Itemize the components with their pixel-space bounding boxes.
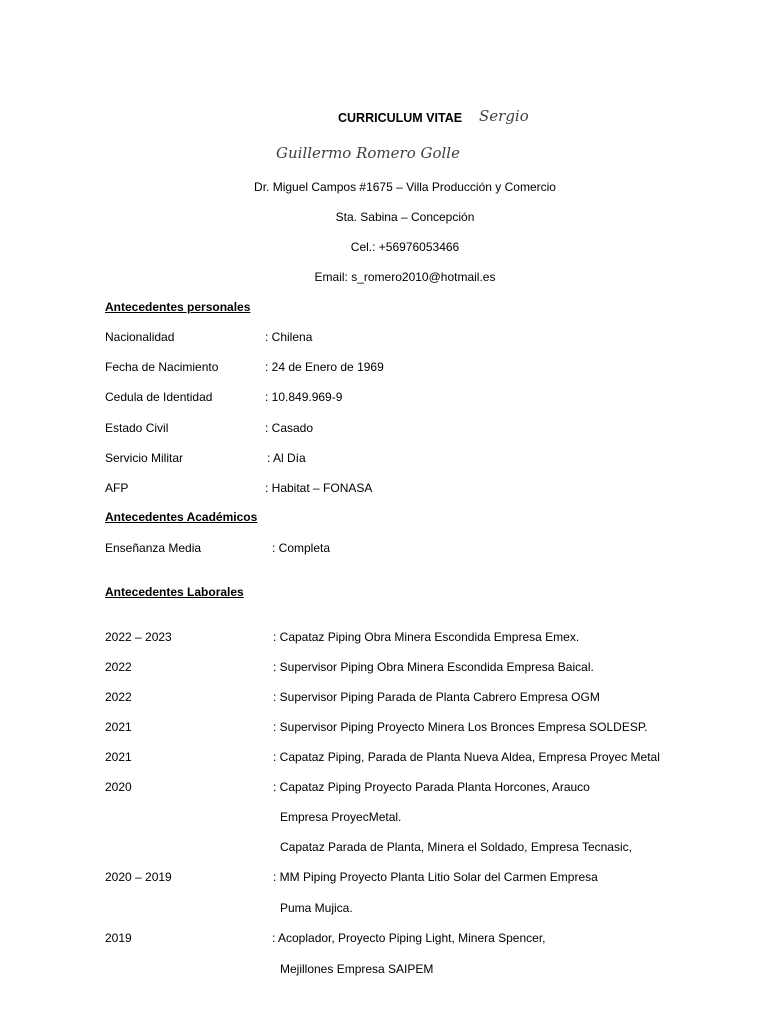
field-label: Servicio Militar: [105, 451, 184, 465]
email-line: Email: s_romero2010@hotmail.es: [314, 270, 496, 284]
field-value: : Casado: [265, 421, 314, 435]
job-description: : Supervisor Piping Obra Minera Escondida Empresa Baical.: [273, 660, 594, 674]
job-year: 2022: [105, 660, 132, 674]
field-value: : Completa: [272, 541, 331, 555]
section-heading: Antecedentes personales: [105, 300, 251, 314]
job-year: 2020 – 2019: [105, 870, 172, 884]
field-value: : Habitat – FONASA: [265, 481, 373, 495]
field-value: : 10.849.969-9: [265, 390, 343, 404]
name-rest: Guillermo Romero Golle: [276, 144, 460, 162]
field-label: Enseñanza Media: [105, 541, 202, 555]
cv-title: CURRICULUM VITAE: [338, 111, 463, 125]
field-label: Nacionalidad: [105, 330, 175, 344]
address-line: Dr. Miguel Campos #1675 – Villa Producción y Comercio: [254, 180, 556, 194]
job-year: 2021: [105, 720, 132, 734]
field-value: : Al Día: [267, 451, 306, 465]
job-year: 2019: [105, 931, 132, 945]
job-year: 2020: [105, 780, 132, 794]
job-year: 2022 – 2023: [105, 630, 172, 644]
city-line: Sta. Sabina – Concepción: [335, 210, 475, 224]
field-label: Fecha de Nacimiento: [105, 360, 219, 374]
job-description: : Capataz Piping Obra Minera Escondida Empresa Emex.: [273, 630, 580, 644]
job-description-continued: Mejillones Empresa SAIPEM: [280, 962, 434, 976]
field-label: Cedula de Identidad: [105, 390, 213, 404]
job-description: : Supervisor Piping Proyecto Minera Los Bronces Empresa SOLDESP.: [273, 720, 648, 734]
job-description-continued: Puma Mujica.: [280, 901, 353, 915]
job-year: 2021: [105, 750, 132, 764]
field-value: : Chilena: [265, 330, 313, 344]
job-year: 2022: [105, 690, 132, 704]
job-description: : Capataz Piping, Parada de Planta Nueva Aldea, Empresa Proyec Metal: [273, 750, 660, 764]
field-label: AFP: [105, 481, 129, 495]
field-value: : 24 de Enero de 1969: [265, 360, 384, 374]
job-description-continued: Empresa ProyecMetal.: [280, 810, 402, 824]
phone-line: Cel.: +56976053466: [350, 240, 460, 254]
job-description: : Capataz Piping Proyecto Parada Planta Horcones, Arauco: [273, 780, 590, 794]
job-description: : MM Piping Proyecto Planta Litio Solar del Carmen Empresa: [273, 870, 598, 884]
section-heading: Antecedentes Laborales: [105, 585, 244, 599]
job-description-continued: Capataz Parada de Planta, Minera el Soldado, Empresa Tecnasic,: [280, 840, 632, 854]
name-first: Sergio: [479, 107, 529, 125]
job-description: : Supervisor Piping Parada de Planta Cabrero Empresa OGM: [273, 690, 600, 704]
section-heading: Antecedentes Académicos: [105, 510, 258, 524]
field-label: Estado Civil: [105, 421, 169, 435]
job-description: : Acoplador, Proyecto Piping Light, Minera Spencer,: [272, 931, 546, 945]
